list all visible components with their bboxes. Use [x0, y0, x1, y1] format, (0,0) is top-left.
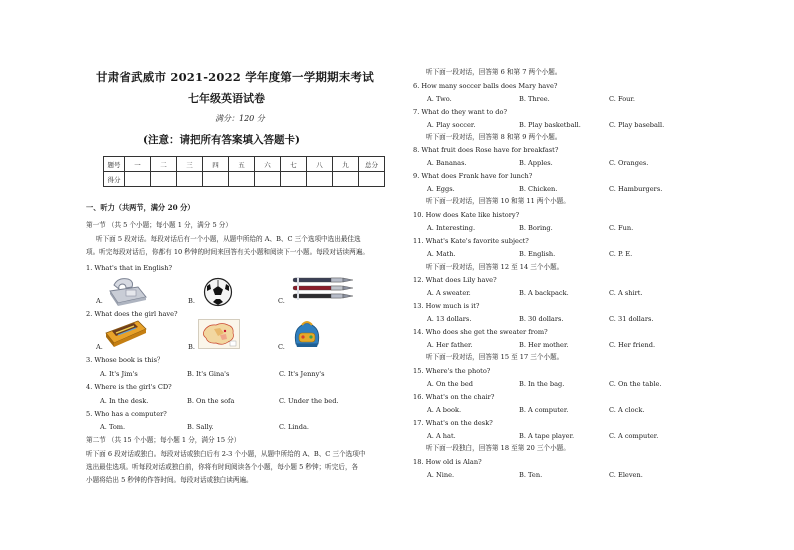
option-label: C. It's Jenny's	[279, 370, 325, 378]
full-score: 满分：120 分	[215, 114, 265, 123]
question-6: 6. How many soccer balls does Mary have?	[413, 82, 558, 90]
option-label: A.	[96, 343, 103, 351]
option-label: A. 13 dollars.	[427, 315, 472, 323]
question-12: 12. What does Lily have?	[413, 276, 497, 284]
table-cell: 一	[125, 157, 151, 172]
option-label: B. Her mother.	[519, 341, 569, 349]
table-cell[interactable]	[307, 172, 333, 187]
question-13: 13. How much is it?	[413, 302, 480, 310]
question-2: 2. What does the girl have?	[86, 310, 178, 318]
table-cell[interactable]	[203, 172, 229, 187]
option-label: C. P. E.	[609, 250, 633, 258]
dialogue-intro: 听下面一段对话，回答第 6 和第 7 两个小题。	[426, 68, 562, 76]
option-label: C. A shirt.	[609, 289, 643, 297]
instruction-line: 选出最佳选项。听每段对话或独白前，你将有时间阅读各个小题，每小题 5 秒钟；听完后，各	[86, 463, 359, 471]
option-label: A. A sweater.	[427, 289, 471, 297]
score-table-header-row	[104, 157, 385, 172]
option-label: C. A clock.	[609, 406, 645, 414]
option-label: C. Hamburgers.	[609, 185, 663, 193]
dialogue-intro: 听下面一段对话，回答第 15 至 17 三个小题。	[426, 353, 564, 361]
question-8: 8. What fruit does Rose have for breakfast?	[413, 146, 559, 154]
option-label: A. Two.	[427, 95, 452, 103]
instruction-line: 听下面 6 段对话或独白。每段对话或独白后有 2-3 个小题，从题中所给的 A、B、C 三个选项中	[86, 450, 366, 458]
table-cell[interactable]	[229, 172, 255, 187]
telephone-icon	[104, 275, 148, 307]
dialogue-intro: 听下面一段独白，回答第 18 至第 20 三个小题。	[426, 444, 570, 452]
question-9: 9. What does Frank have for lunch?	[413, 172, 533, 180]
instruction-line: 项。听完每段对话后，你都有 10 秒钟的时间来回答有关小题和阅读下一小题。每段对话读两遍。	[86, 248, 369, 256]
table-cell: 得分	[104, 172, 125, 187]
answer-notice: (注意：请把所有答案填入答题卡)	[143, 134, 300, 146]
option-label: A. On the bed	[427, 380, 473, 388]
option-label: B. Sally.	[187, 423, 214, 431]
option-label: A. Her father.	[427, 341, 473, 349]
pencil-case-icon	[104, 319, 148, 349]
backpack-icon	[290, 318, 324, 350]
option-label: C. Oranges.	[609, 159, 649, 167]
option-label: B. Apples.	[519, 159, 553, 167]
table-cell: 总分	[359, 157, 385, 172]
question-10: 10. How does Kate like history?	[413, 211, 520, 219]
option-label: A. Interesting.	[427, 224, 476, 232]
map-icon	[198, 319, 240, 349]
option-label: C. Her friend.	[609, 341, 656, 349]
question-18: 18. How old is Alan?	[413, 458, 482, 466]
question-1: 1. What's that in English?	[86, 264, 172, 272]
question-11: 11. What's Kate's favorite subject?	[413, 237, 529, 245]
question-3: 3. Whose book is this？	[86, 356, 164, 364]
dialogue-intro: 听下面一段对话，回答第 10 和第 11 两个小题。	[426, 197, 570, 205]
option-label: C. Play baseball.	[609, 121, 665, 129]
table-cell[interactable]	[151, 172, 177, 187]
option-label: B. Three.	[519, 95, 550, 103]
table-cell: 六	[255, 157, 281, 172]
section-one-heading: 一、听力（共两节，满分 20 分）	[86, 203, 195, 212]
table-cell: 五	[229, 157, 255, 172]
option-label: A. A book.	[427, 406, 462, 414]
option-label: B. In the bag.	[519, 380, 565, 388]
option-label: B. Boring.	[519, 224, 553, 232]
table-cell: 题号	[104, 157, 125, 172]
table-cell[interactable]	[333, 172, 359, 187]
option-label: A. Eggs.	[427, 185, 455, 193]
grade-title: 七年级英语试卷	[188, 92, 265, 105]
table-cell: 三	[177, 157, 203, 172]
option-label: B. Play basketball.	[519, 121, 581, 129]
table-cell: 九	[333, 157, 359, 172]
instruction-line: 小题将给出 5 秒钟的作答时间。每段对话或独白读两遍。	[86, 476, 253, 484]
option-label: A. A hat.	[427, 432, 456, 440]
question-7: 7. What do they want to do?	[413, 108, 508, 116]
option-label: C. On the table.	[609, 380, 662, 388]
option-label: B. A computer.	[519, 406, 569, 414]
option-label: A. In the desk.	[100, 397, 149, 405]
option-label: A. Play soccer.	[427, 121, 476, 129]
table-cell: 四	[203, 157, 229, 172]
dialogue-intro: 听下面一段对话，回答第 12 至 14 三个小题。	[426, 263, 564, 271]
score-table	[103, 156, 385, 187]
option-label: C. Four.	[609, 95, 635, 103]
table-cell[interactable]	[177, 172, 203, 187]
option-label: B. On the sofa	[187, 397, 235, 405]
table-cell: 二	[151, 157, 177, 172]
part-one-heading: 第一节 （共 5 个小题；每小题 1 分，满分 5 分）	[86, 221, 232, 229]
option-label: A. Bananas.	[427, 159, 467, 167]
option-label: A.	[96, 297, 103, 305]
question-5: 5. Who has a computer?	[86, 410, 167, 418]
option-label: A. It's Jim's	[100, 370, 138, 378]
option-label: C.	[278, 343, 285, 351]
option-label: A. Tom.	[100, 423, 126, 431]
table-cell[interactable]	[255, 172, 281, 187]
option-label: C. Linda.	[279, 423, 309, 431]
question-14: 14. Who does she get the sweater from?	[413, 328, 548, 336]
score-table-score-row	[104, 172, 385, 187]
question-15: 15. Where's the photo?	[413, 367, 491, 375]
table-cell: 七	[281, 157, 307, 172]
table-cell: 八	[307, 157, 333, 172]
option-label: B. A backpack.	[519, 289, 569, 297]
option-label: A. Math.	[427, 250, 456, 258]
question-16: 16. What's on the chair?	[413, 393, 495, 401]
option-label: C.	[278, 297, 285, 305]
part-two-heading: 第二节 （共 15 个小题；每小题 1 分，满分 15 分）	[86, 436, 241, 444]
option-label: A. Nine.	[427, 471, 455, 479]
option-label: B. Chicken.	[519, 185, 558, 193]
option-label: C. Fun.	[609, 224, 634, 232]
option-label: B.	[188, 343, 195, 351]
option-label: C. Eleven.	[609, 471, 643, 479]
option-label: C. A computer.	[609, 432, 659, 440]
option-label: B. It's Gina's	[187, 370, 230, 378]
table-cell[interactable]	[125, 172, 151, 187]
option-label: B. 30 dollars.	[519, 315, 564, 323]
table-cell[interactable]	[359, 172, 385, 187]
soccer-ball-icon	[203, 277, 233, 307]
exam-title: 甘肃省武威市 2021-2022 学年度第一学期期末考试	[96, 70, 374, 84]
option-label: B. A tape player.	[519, 432, 575, 440]
option-label: B. English.	[519, 250, 556, 258]
instruction-line: 听下面 5 段对话。每段对话后有一个小题，从题中所给的 A、B、C 三个选项中选出最佳选	[96, 235, 361, 243]
option-label: B. Ten.	[519, 471, 543, 479]
option-label: C. 31 dollars.	[609, 315, 654, 323]
table-cell[interactable]	[281, 172, 307, 187]
dialogue-intro: 听下面一段对话，回答第 8 和第 9 两个小题。	[426, 133, 562, 141]
option-label: C. Under the bed.	[279, 397, 339, 405]
option-label: B.	[188, 297, 195, 305]
question-17: 17. What's on the desk?	[413, 419, 493, 427]
pens-icon	[287, 275, 359, 305]
question-4: 4. Where is the girl's CD?	[86, 383, 172, 391]
